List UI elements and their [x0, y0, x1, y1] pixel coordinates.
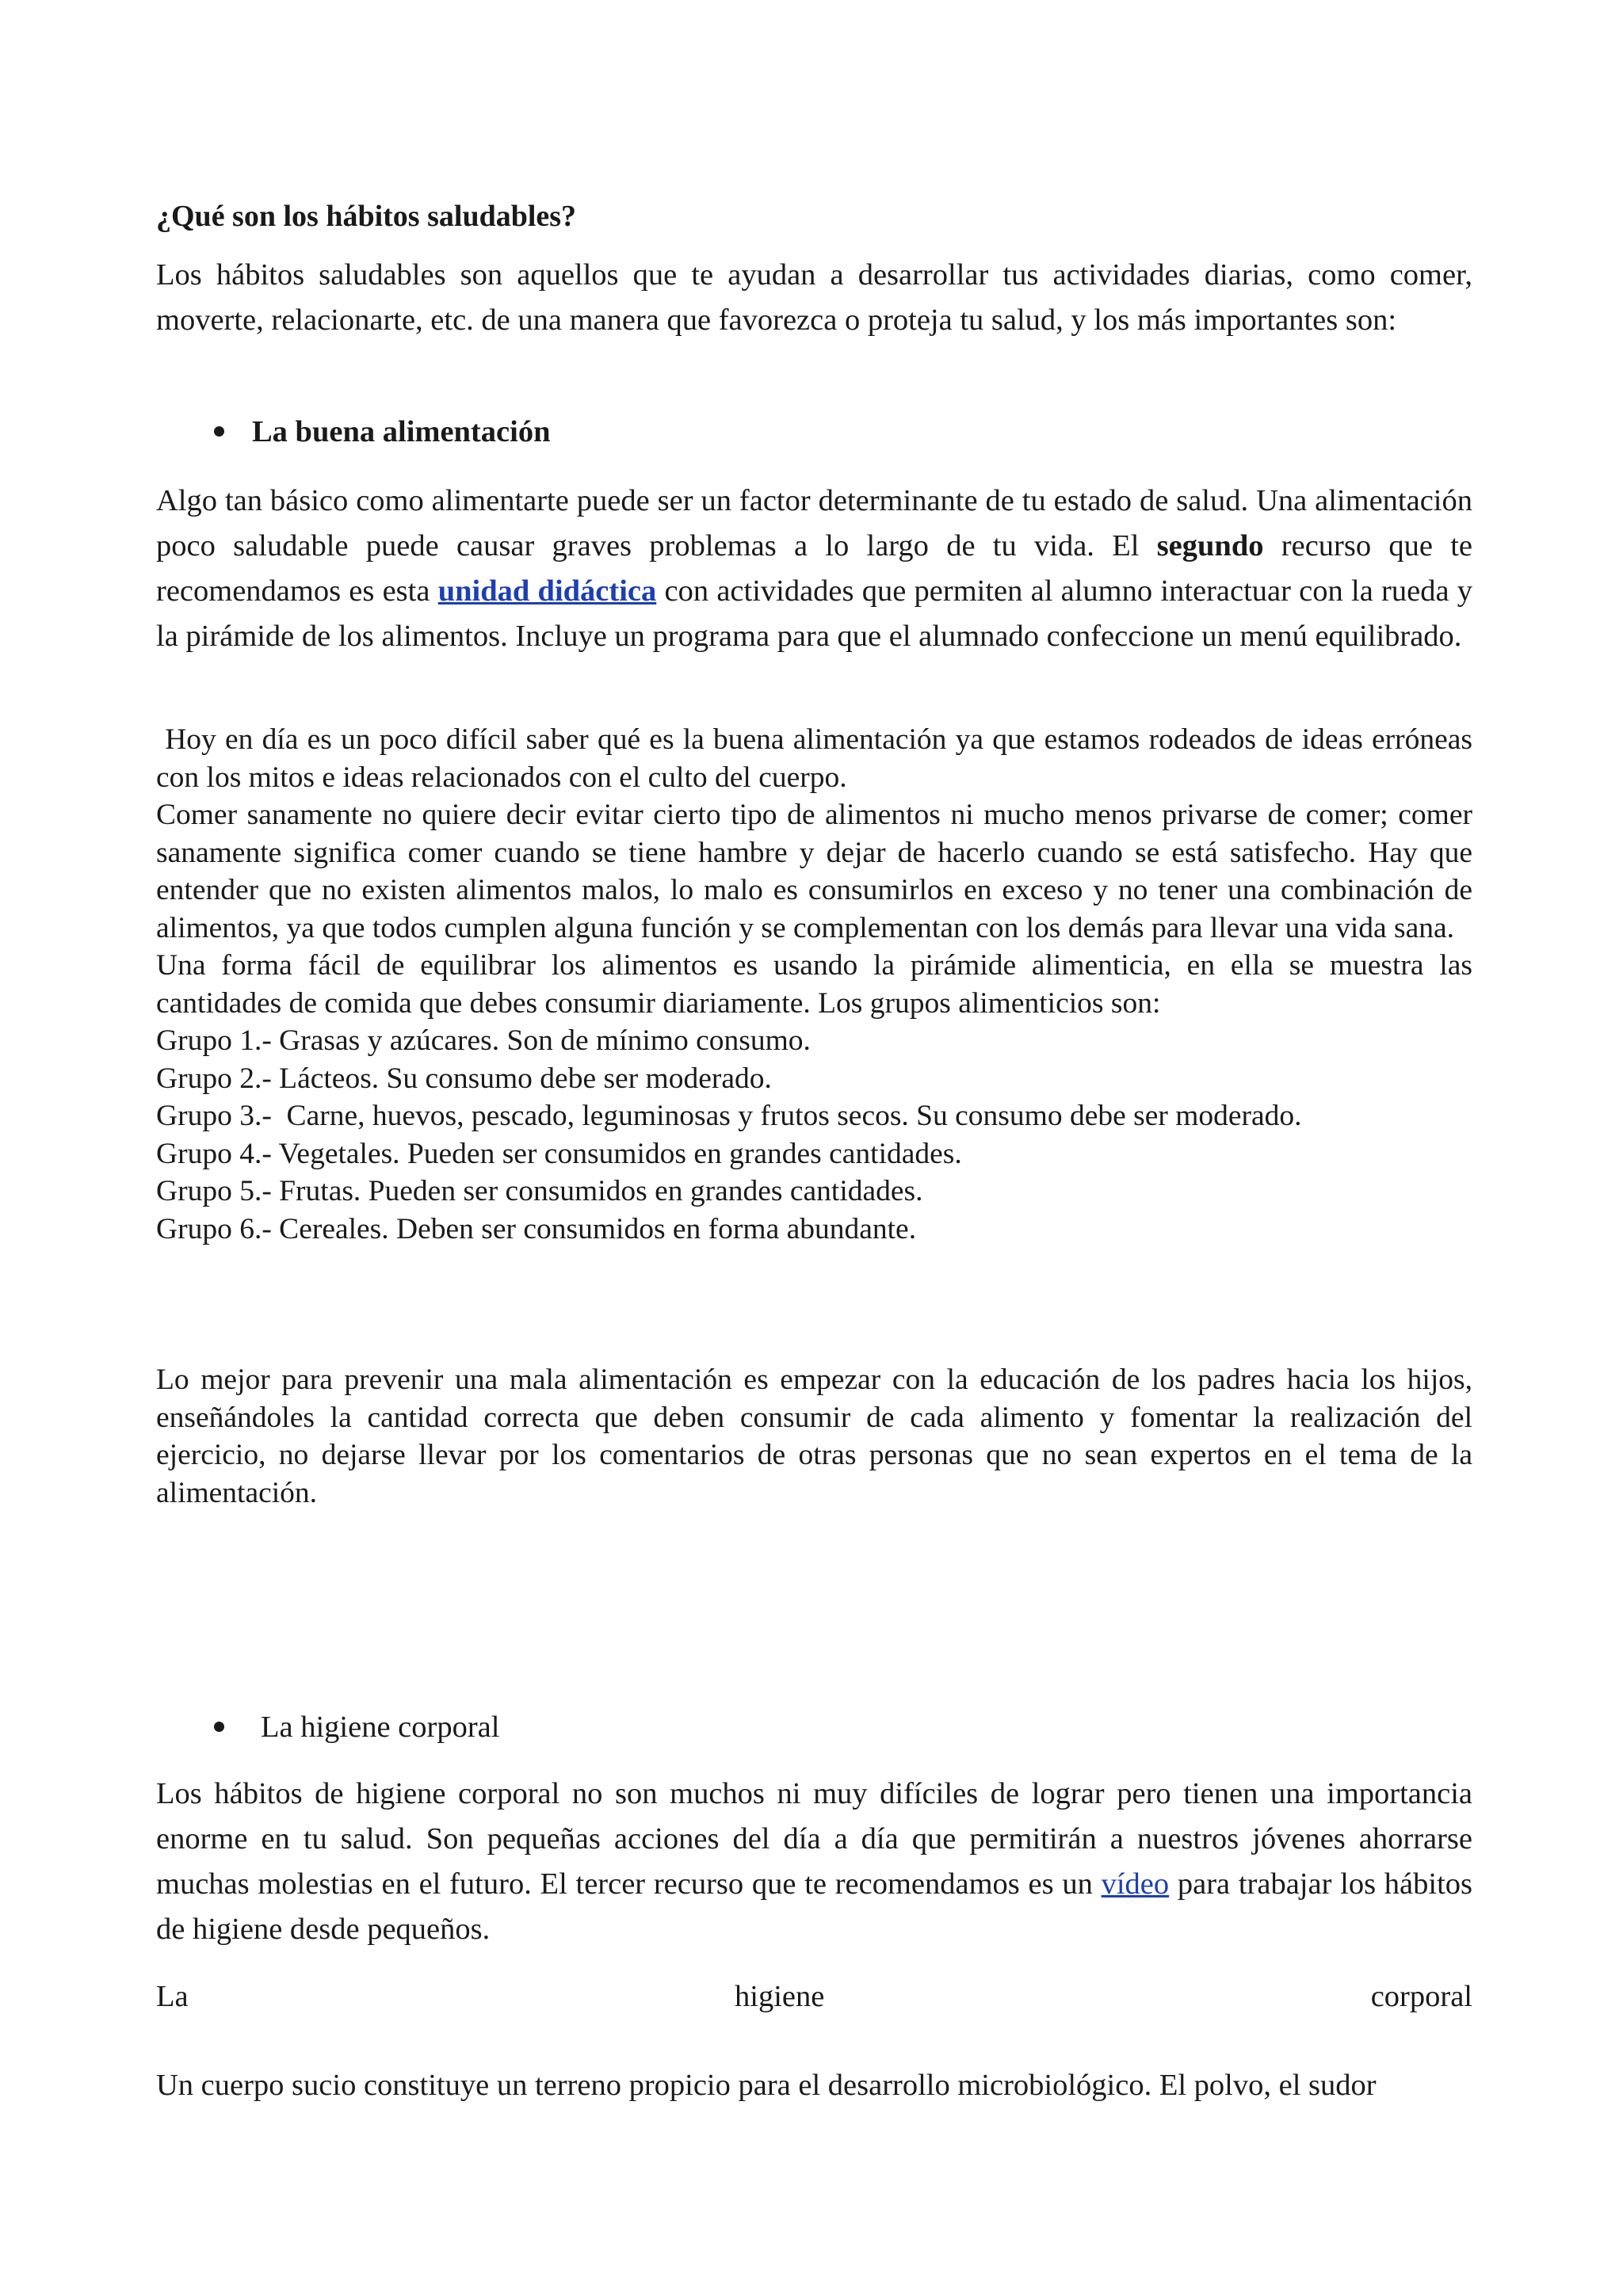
bullet-label: La higiene corporal [261, 1711, 500, 1744]
alimentacion-paragraph-1 [156, 479, 1472, 659]
food-group-item: Grupo 1.- Grasas y azúcares. Son de mínimo consumo. [156, 1024, 811, 1057]
alimentacion-paragraph-2: Hoy en día es un poco difícil saber qué es la buena alimentación ya que estamos rodeados de ideas erróneas con los mitos e ideas relacionados con el culto del cuerpo. [156, 723, 1480, 794]
bullet-label: La buena alimentación [252, 415, 551, 448]
paragraph-text: con actividades que permiten al alumno interactuar con la rueda y la pirámide de los alimentos. Incluye un programa para que el alumnado confeccione un menú equilibrado. [156, 574, 1473, 653]
food-group-item: Grupo 5.- Frutas. Pueden ser consumidos en grandes cantidades. [156, 1175, 923, 1207]
higiene-paragraph-1 [156, 1772, 1472, 1952]
bullet-icon [214, 1722, 224, 1732]
prevention-paragraph: Lo mejor para prevenir una mala alimentación es empezar con la educación de los padres hacia los hijos, enseñándoles la cantidad correcta que deben consumir de cada alimento y fomentar la realización del ejercicio, no dejarse llevar por los comentarios de otras personas que no sean expertos en el tema de la alimentación. [156, 1363, 1472, 1509]
subheading-word: higiene [735, 1980, 825, 2013]
paragraph-text: Algo tan básico como alimentarte puede ser un factor determinante de tu estado de salud. Una alimentación poco saludable puede causar graves problemas a lo largo de tu vida. El [156, 484, 1472, 563]
alimentacion-paragraph-3: Comer sanamente no quiere decir evitar cierto tipo de alimentos ni mucho menos privarse de comer; comer sanamente significa comer cuando se tiene hambre y dejar de hacerlo cuando se está satisfecho. Hay que entender que no existen alimentos malos, lo malo es consumirlos en exceso y no tener una combinación de alimentos, ya que todos cumplen alguna función y se complementan con los demás para llevar una vida sana. [156, 799, 1472, 944]
food-group-item: Grupo 4.- Vegetales. Pueden ser consumidos en grandes cantidades. [156, 1137, 962, 1170]
higiene-paragraph-2: Un cuerpo sucio constituye un terreno propicio para el desarrollo microbiológico. El polvo, el sudor [156, 2069, 1377, 2102]
emphasis-text: segundo [1156, 529, 1264, 563]
food-group-item: Grupo 3.- Carne, huevos, pescado, leguminosas y frutos secos. Su consumo debe ser moderado. [156, 1100, 1302, 1132]
paragraph-text: para trabajar los hábitos de higiene desde pequeños. [156, 1867, 1473, 1946]
food-group-item: Grupo 2.- Lácteos. Su consumo debe ser moderado. [156, 1062, 772, 1095]
alimentacion-body [156, 721, 1480, 1248]
subheading-word: corporal [1370, 1980, 1472, 2013]
unidad-didactica-link[interactable]: unidad didáctica [437, 574, 657, 608]
subheading-word: La [156, 1980, 189, 2013]
intro-paragraph: Los hábitos saludables son aquellos que te ayudan a desarrollar tus actividades diarias, como comer, moverte, relacionarte, etc. de una manera que favorezca o proteja tu salud, y los más importantes son: [156, 258, 1472, 337]
paragraph-text: recurso que te recomendamos es esta [156, 529, 1473, 608]
paragraph-text: Los hábitos de higiene corporal no son muchos ni muy difíciles de lograr pero tienen una importancia enorme en tu salud. Son pequeñas acciones del día a día que permitirán a nuestros jóvenes ahorrarse muchas molestias en el futuro. El tercer recurso que te recomendamos es un [156, 1777, 1472, 1901]
video-link[interactable]: vídeo [1101, 1867, 1170, 1901]
food-group-item: Grupo 6.- Cereales. Deben ser consumidos en forma abundante. [156, 1212, 917, 1245]
bullet-icon [214, 426, 224, 437]
subheading-higiene-corporal [156, 1974, 1472, 2019]
alimentacion-paragraph-4: Una forma fácil de equilibrar los alimentos es usando la pirámide alimenticia, en ella se muestra las cantidades de comida que debes consumir diariamente. Los grupos alimenticios son: [156, 949, 1472, 1020]
page-title: ¿Qué son los hábitos saludables? [156, 200, 577, 233]
